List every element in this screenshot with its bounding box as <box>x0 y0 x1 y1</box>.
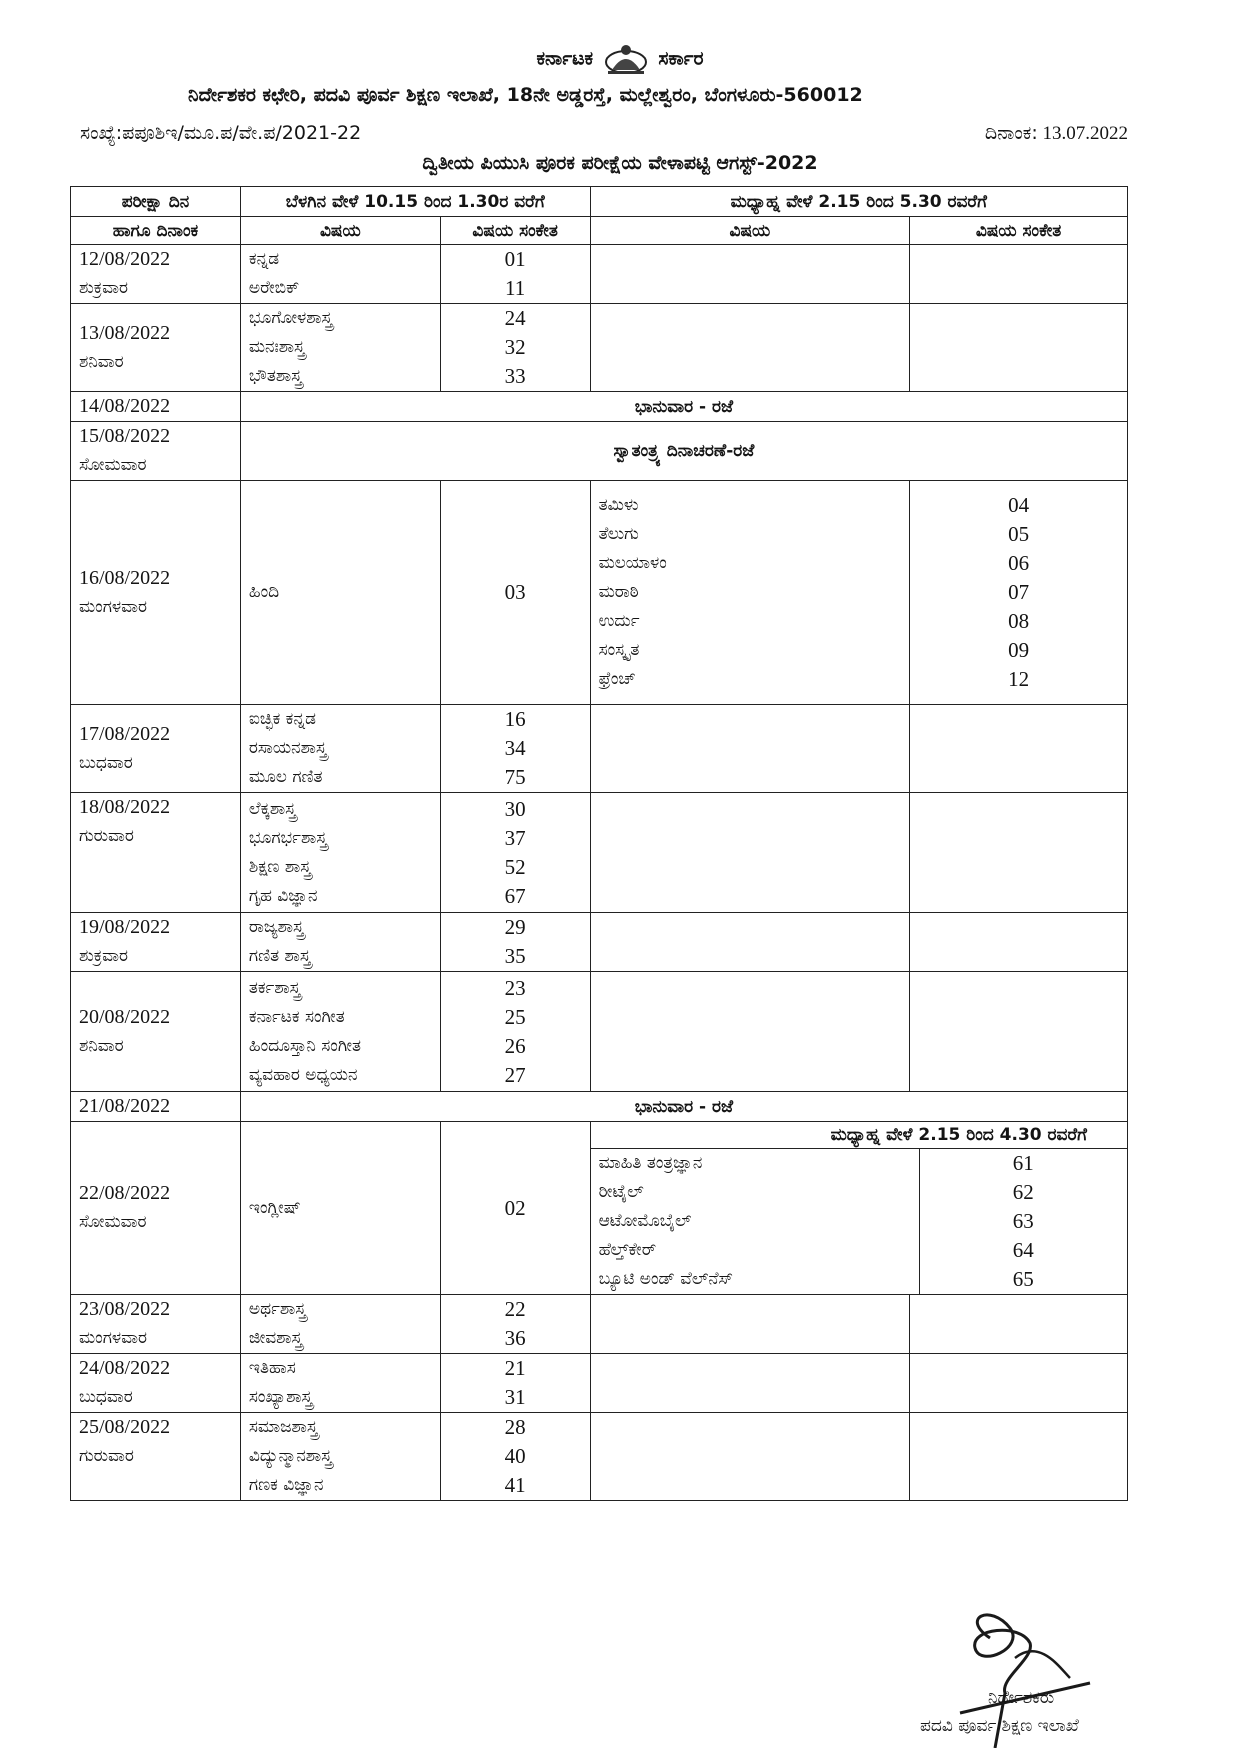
exam-date: 14/08/2022 <box>79 395 171 417</box>
col-header-morning-code: ವಿಷಯ ಸಂಕೇತ <box>440 217 590 245</box>
morning-code-item: 35 <box>504 944 526 968</box>
exam-weekday: ಶುಕ್ರವಾರ <box>79 946 128 966</box>
exam-weekday: ಸೋಮವಾರ <box>79 1212 147 1232</box>
table-row <box>71 913 1128 972</box>
col-header-exam-day: ಪರೀಕ್ಷಾ ದಿನ <box>71 187 241 217</box>
morning-code-item: 02 <box>504 1195 526 1220</box>
exam-date-cell <box>71 705 241 793</box>
table-row <box>71 481 1128 705</box>
afternoon-code-item: 08 <box>1008 609 1030 633</box>
afternoon-subject-cell <box>590 972 910 1092</box>
document-date <box>985 122 1128 145</box>
table-row <box>71 245 1128 304</box>
exam-date-cell <box>71 1295 241 1354</box>
morning-subject-item: ರಸಾಯನಶಾಸ್ತ್ರ <box>248 738 327 758</box>
afternoon-subject-item: ಆಟೋಮೊಬೈಲ್ <box>598 1211 692 1231</box>
morning-code-item: 27 <box>504 1062 526 1087</box>
afternoon-code-item: 07 <box>1008 580 1030 604</box>
exam-date-cell <box>71 1354 241 1413</box>
afternoon-code-cell <box>910 1413 1128 1501</box>
morning-session-header: ಬೆಳಗಿನ ವೇಳೆ 10.15 ರಿಂದ 1.30ರ ವರೆಗೆ <box>240 187 590 217</box>
morning-subject-item: ಕರ್ನಾಟಕ ಸಂಗೀತ <box>248 1006 345 1027</box>
karnataka-emblem-icon <box>602 42 650 76</box>
morning-subject-cell <box>240 913 440 972</box>
morning-subject-item: ವಿದ್ಯುನ್ಮಾನಶಾಸ್ತ್ರ <box>248 1446 333 1466</box>
afternoon-code-item: 65 <box>1012 1267 1034 1291</box>
afternoon-subject-cell <box>590 481 910 705</box>
morning-subject-item: ಹಿಂದಿ <box>248 582 280 602</box>
morning-subject-item: ಭೌತಶಾಸ್ತ್ರ <box>248 366 303 386</box>
col-header-afternoon-code: ವಿಷಯ ಸಂಕೇತ <box>910 217 1128 245</box>
exam-weekday: ಮಂಗಳವಾರ <box>79 1328 148 1348</box>
afternoon-code-cell <box>910 793 1128 913</box>
date-label: ದಿನಾಂಕ: <box>984 122 1038 144</box>
col-header-exam-date: ಹಾಗೂ ದಿನಾಂಕ <box>71 217 241 245</box>
table-row <box>71 1354 1128 1413</box>
morning-code-item: 24 <box>504 306 526 330</box>
afternoon-subject-item: ಫ್ರೆಂಚ್ <box>598 669 636 689</box>
afternoon-subject-item: ಉರ್ದು <box>598 611 640 631</box>
exam-date: 24/08/2022 <box>79 1357 171 1379</box>
morning-code-item: 16 <box>504 707 526 731</box>
afternoon-subject-cell <box>591 1149 920 1295</box>
morning-code-cell <box>440 705 590 793</box>
exam-date: 22/08/2022 <box>79 1182 171 1204</box>
morning-code-item: 28 <box>504 1415 526 1439</box>
afternoon-code-item: 12 <box>1008 667 1030 691</box>
morning-code-item: 41 <box>504 1473 526 1497</box>
table-row <box>71 422 1128 481</box>
morning-subject-item: ಗಣಕ ವಿಜ್ಞಾನ <box>248 1475 324 1495</box>
morning-subject-item: ತರ್ಕಶಾಸ್ತ್ರ <box>248 977 301 998</box>
exam-date-cell <box>71 392 241 422</box>
afternoon-subject-item: ಮಾಹಿತಿ ತಂತ್ರಜ್ಞಾನ <box>598 1153 703 1173</box>
morning-code-cell <box>440 481 590 705</box>
afternoon-code-item: 64 <box>1012 1238 1034 1262</box>
morning-code-cell <box>440 913 590 972</box>
col-header-morning-subject: ವಿಷಯ <box>240 217 440 245</box>
morning-subject-item: ಸಮಾಜಶಾಸ್ತ್ರ <box>248 1417 318 1437</box>
govt-right-text: ಸರ್ಕಾರ <box>658 47 704 70</box>
exam-weekday: ಬುಧವಾರ <box>79 1387 133 1407</box>
morning-subject-cell <box>240 245 440 304</box>
table-row <box>71 972 1128 1092</box>
exam-date-cell <box>71 1092 241 1122</box>
morning-subject-cell <box>240 1354 440 1413</box>
morning-subject-item: ಭೂಗರ್ಭಶಾಸ್ತ್ರ <box>248 827 328 848</box>
afternoon-subject-item: ಸಂಸ್ಕೃತ <box>598 640 640 660</box>
morning-code-item: 67 <box>504 883 526 908</box>
morning-subject-item: ಮೂಲ ಗಣಿತ <box>248 767 323 787</box>
exam-date: 16/08/2022 <box>79 566 171 589</box>
afternoon-subject-cell <box>590 1354 910 1413</box>
morning-code-cell <box>440 793 590 913</box>
afternoon-subject-item: ಮರಾಠಿ <box>598 582 639 602</box>
afternoon-subject-item: ಬ್ಯೂಟಿ ಅಂಡ್ ವೆಲ್‌ನೆಸ್ <box>598 1269 734 1289</box>
morning-code-item: 11 <box>505 276 526 300</box>
table-row <box>71 1413 1128 1501</box>
reference-number: ಸಂಖ್ಯೆ:ಪಪೂಶಿಇ/ಮೂ.ಪ/ವೇ.ಪ/2021-22 <box>80 122 362 144</box>
afternoon-code-cell <box>910 245 1128 304</box>
exam-date: 25/08/2022 <box>79 1416 171 1438</box>
afternoon-code-cell <box>910 304 1128 392</box>
office-address: ನಿರ್ದೇಶಕರ ಕಛೇರಿ, ಪದವಿ ಪೂರ್ವ ಶಿಕ್ಷಣ ಇಲಾಖೆ, 18ನೇ ಅಡ್ಡರಸ್ತೆ, ಮಲ್ಲೇಶ್ವರಂ, ಬೆಂಗಳೂರು-560012 <box>188 84 863 106</box>
afternoon-subject-cell <box>590 913 910 972</box>
govt-left-text: ಕರ್ನಾಟಕ <box>536 47 594 70</box>
exam-date: 12/08/2022 <box>79 248 171 270</box>
exam-date: 20/08/2022 <box>79 1005 171 1028</box>
afternoon-subject-item: ಮಲಯಾಳಂ <box>598 553 667 573</box>
afternoon-code-cell <box>910 1295 1128 1354</box>
table-row <box>71 1122 1128 1295</box>
morning-subject-item: ಸಂಖ್ಯಾಶಾಸ್ತ್ರ <box>248 1387 313 1407</box>
exam-date-cell <box>71 422 241 481</box>
morning-code-item: 01 <box>504 247 526 271</box>
afternoon-block <box>590 1122 1127 1295</box>
afternoon-code-item: 63 <box>1012 1209 1034 1233</box>
exam-weekday: ಗುರುವಾರ <box>79 826 134 846</box>
morning-code-item: 25 <box>504 1004 526 1029</box>
date-value: 13.07.2022 <box>1042 123 1128 144</box>
afternoon-code-item: 06 <box>1008 551 1030 575</box>
afternoon-subject-cell <box>590 705 910 793</box>
exam-date: 13/08/2022 <box>79 321 171 344</box>
afternoon-code-cell <box>919 1149 1127 1295</box>
table-row <box>71 705 1128 793</box>
morning-code-item: 29 <box>504 915 526 939</box>
morning-code-cell <box>440 245 590 304</box>
morning-code-cell <box>440 1413 590 1501</box>
table-row <box>71 793 1128 913</box>
morning-code-cell <box>440 1295 590 1354</box>
afternoon-subject-cell <box>590 1295 910 1354</box>
exam-weekday: ಸೋಮವಾರ <box>79 455 147 475</box>
morning-code-item: 23 <box>504 975 526 1000</box>
morning-subject-cell <box>240 1413 440 1501</box>
morning-code-item: 30 <box>504 796 526 821</box>
table-row <box>71 1092 1128 1122</box>
document-title: ದ್ವಿತೀಯ ಪಿಯುಸಿ ಪೂರಕ ಪರೀಕ್ಷೆಯ ವೇಳಾಪಟ್ಟಿ ಆಗಸ್ಟ್-2022 <box>422 152 818 174</box>
afternoon-subject-item: ರೀಟೈಲ್ <box>598 1182 644 1202</box>
afternoon-code-item: 05 <box>1008 522 1030 546</box>
morning-subject-item: ಭೂಗೋಳಶಾಸ್ತ್ರ <box>248 308 333 328</box>
table-row <box>71 304 1128 392</box>
exam-date: 15/08/2022 <box>79 425 171 447</box>
signatory-designation: ನಿರ್ದೇಶಕರು <box>988 1688 1055 1708</box>
morning-code-item: 26 <box>504 1033 526 1058</box>
morning-code-item: 22 <box>504 1297 526 1321</box>
exam-date: 17/08/2022 <box>79 722 171 745</box>
morning-subject-item: ಗಣಿತ ಶಾಸ್ತ್ರ <box>248 946 311 966</box>
afternoon-code-cell <box>910 705 1128 793</box>
morning-code-item: 34 <box>504 736 526 760</box>
morning-subject-item: ಅರೇಬಿಕ್ <box>248 278 300 298</box>
table-row <box>71 392 1128 422</box>
exam-date: 18/08/2022 <box>79 796 171 818</box>
afternoon-code-cell <box>910 1354 1128 1413</box>
government-heading <box>0 42 1240 76</box>
morning-subject-cell <box>240 705 440 793</box>
afternoon-session-header: ಮಧ್ಯಾಹ್ನ ವೇಳೆ 2.15 ರಿಂದ 5.30 ರವರೆಗೆ <box>590 187 1127 217</box>
morning-code-item: 52 <box>504 854 526 879</box>
afternoon-subject-cell <box>590 1413 910 1501</box>
afternoon-subject-item: ಹೆಲ್ತ್‌ಕೇರ್ <box>598 1240 657 1260</box>
morning-code-item: 03 <box>504 580 526 604</box>
morning-subject-cell <box>240 1295 440 1354</box>
afternoon-subject-cell <box>590 304 910 392</box>
exam-date-cell <box>71 1122 241 1295</box>
afternoon-code-cell <box>910 913 1128 972</box>
afternoon-code-item: 62 <box>1012 1180 1034 1204</box>
exam-weekday: ಗುರುವಾರ <box>79 1446 134 1466</box>
exam-date-cell <box>71 972 241 1092</box>
exam-date-cell <box>71 304 241 392</box>
afternoon-subject-item: ತೆಲುಗು <box>598 524 639 544</box>
morning-subject-item: ಮನಃಶಾಸ್ತ್ರ <box>248 337 306 357</box>
morning-code-cell <box>440 972 590 1092</box>
afternoon-code-cell <box>910 972 1128 1092</box>
exam-weekday: ಶನಿವಾರ <box>79 1035 124 1056</box>
morning-subject-cell <box>240 1122 440 1295</box>
afternoon-code-cell <box>910 481 1128 705</box>
holiday-label: ಭಾನುವಾರ - ರಜೆ <box>240 1092 1127 1122</box>
morning-code-item: 36 <box>504 1326 526 1350</box>
exam-date-cell <box>71 245 241 304</box>
holiday-label: ಸ್ವಾತಂತ್ರ್ಯ ದಿನಾಚರಣೆ-ರಜೆ <box>240 422 1127 481</box>
morning-subject-cell <box>240 304 440 392</box>
morning-subject-item: ಶಿಕ್ಷಣ ಶಾಸ್ತ್ರ <box>248 856 312 877</box>
exam-date: 21/08/2022 <box>79 1095 171 1117</box>
morning-code-item: 40 <box>504 1444 526 1468</box>
morning-code-cell <box>440 1354 590 1413</box>
exam-timetable <box>70 186 1128 1501</box>
morning-subject-item: ಅರ್ಥಶಾಸ್ತ್ರ <box>248 1299 307 1319</box>
table-row <box>71 1295 1128 1354</box>
morning-subject-item: ವ್ಯವಹಾರ ಅಧ್ಯಯನ <box>248 1064 358 1085</box>
exam-weekday: ಶನಿವಾರ <box>79 351 124 372</box>
morning-code-cell <box>440 1122 590 1295</box>
afternoon-code-item: 09 <box>1008 638 1030 662</box>
morning-subject-item: ಇಂಗ್ಲೀಷ್ <box>248 1197 301 1218</box>
morning-subject-cell <box>240 481 440 705</box>
exam-weekday: ಬುಧವಾರ <box>79 752 133 773</box>
morning-code-item: 33 <box>504 364 526 388</box>
morning-code-item: 31 <box>504 1385 526 1409</box>
holiday-label: ಭಾನುವಾರ - ರಜೆ <box>240 392 1127 422</box>
morning-subject-item: ರಾಜ್ಯಶಾಸ್ತ್ರ <box>248 917 304 937</box>
signatory-department: ಪದವಿ ಪೂರ್ವ ಶಿಕ್ಷಣ ಇಲಾಖೆ <box>920 1716 1079 1736</box>
afternoon-code-item: 61 <box>1012 1151 1034 1175</box>
morning-subject-item: ಲೆಕ್ಕಶಾಸ್ತ್ರ <box>248 798 297 819</box>
exam-date-cell <box>71 1413 241 1501</box>
exam-date: 23/08/2022 <box>79 1298 171 1320</box>
exam-date-cell <box>71 793 241 913</box>
afternoon-subject-cell <box>590 245 910 304</box>
exam-weekday: ಮಂಗಳವಾರ <box>79 596 148 617</box>
morning-subject-item: ಜೀವಶಾಸ್ತ್ರ <box>248 1328 303 1348</box>
morning-subject-item: ಇತಿಹಾಸ <box>248 1358 296 1378</box>
morning-code-item: 21 <box>504 1356 526 1380</box>
afternoon-session-override: ಮಧ್ಯಾಹ್ನ ವೇಳೆ 2.15 ರಿಂದ 4.30 ರವರೆಗೆ <box>591 1122 1127 1149</box>
exam-date: 19/08/2022 <box>79 916 171 938</box>
morning-code-item: 75 <box>504 765 526 789</box>
morning-subject-item: ಐಚ್ಛಿಕ ಕನ್ನಡ <box>248 709 316 729</box>
morning-code-item: 37 <box>504 825 526 850</box>
exam-date-cell <box>71 481 241 705</box>
morning-subject-item: ಹಿಂದೂಸ್ತಾನಿ ಸಂಗೀತ <box>248 1035 362 1056</box>
afternoon-subject-item: ತಮಿಳು <box>598 495 639 515</box>
afternoon-code-item: 04 <box>1008 493 1030 517</box>
morning-subject-item: ಗೃಹ ವಿಜ್ಞಾನ <box>248 885 318 906</box>
afternoon-subject-cell <box>590 793 910 913</box>
col-header-afternoon-subject: ವಿಷಯ <box>590 217 910 245</box>
morning-subject-cell <box>240 793 440 913</box>
exam-weekday: ಶುಕ್ರವಾರ <box>79 278 128 298</box>
morning-code-item: 32 <box>504 335 526 359</box>
exam-date-cell <box>71 913 241 972</box>
morning-subject-cell <box>240 972 440 1092</box>
morning-code-cell <box>440 304 590 392</box>
morning-subject-item: ಕನ್ನಡ <box>248 249 280 269</box>
